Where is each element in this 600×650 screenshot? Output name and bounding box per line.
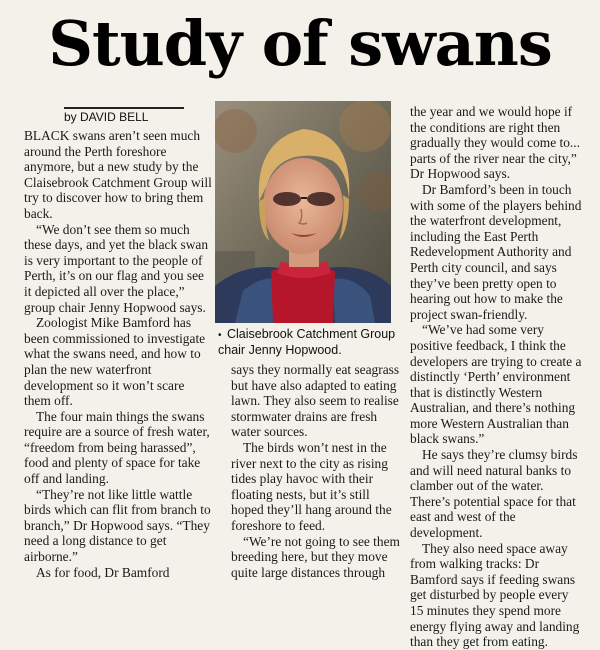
paragraph: “They’re not like little wattle birds which can flit from branch to branch,” Dr Hopwood says. “They need a long distance to get airborne.”: [24, 486, 211, 565]
portrait-illustration: [215, 101, 391, 323]
paragraph: He says they’re clumsy birds and will need natural banks to clamber out of the water. There’s potential space for that east and west of the development.: [410, 447, 578, 541]
paragraph: The birds won’t nest in the river next to the city as rising tides play havoc with their floating nests, but it’s still hoped they’ll hang around the foreshore to feed.: [231, 439, 392, 533]
caption-bullet: •: [218, 330, 222, 341]
caption-text: Claisebrook Catchment Group chair Jenny Hopwood.: [218, 327, 396, 357]
article-column-2: [231, 362, 403, 580]
paragraph: “We’ve had some very positive feedback, I think the developers are trying to create a distinctly ‘Perth’ environment that is distinctly Western Australian, and there’s nothing more Western Australian than black swans.”: [410, 322, 582, 447]
paragraph: the year and we would hope if the conditions are right then gradually they would come to... parts of the river near the city,” Dr Hopwood says.: [410, 104, 580, 182]
article-column-1: [24, 128, 212, 580]
paragraph: BLACK swans aren’t seen much around the Perth foreshore anymore, but a new study by the Claisebrook Catchment Group will try to discover how to bring them back.: [24, 128, 212, 221]
paragraph: “We don’t see them so much these days, and yet the black swan is very important to the people of Perth, it’s on our flag and you see it depicted all over the place,” group chair Jenny Hopwood says.: [24, 221, 209, 315]
paragraph: Zoologist Mike Bamford has been commissioned to investigate what the swans need, and how to plan the new waterfront development so it won’t scare them off.: [24, 315, 206, 409]
paragraph: Dr Bamford’s been in touch with some of the players behind the waterfront development, including the East Perth Redevelopment Authority and Perth city council, and says they’ve been pretty open to hearing out how to make the project swan-friendly.: [410, 181, 582, 322]
byline: by DAVID BELL: [64, 107, 184, 124]
paragraph: says they normally eat seagrass but have also adapted to eating lawn. They also seem to realise stormwater drains are fresh water sources.: [231, 362, 400, 440]
paragraph: They also need space away from walking tracks: Dr Bamford says if feeding swans get disturbed by people every 15 minutes they spend more energy flying away and landing than they get from eating.: [410, 540, 580, 650]
article-column-3: [410, 104, 585, 650]
portrait-photo: [215, 101, 391, 323]
paragraph: “We’re not going to see them breeding here, but they move quite large distances through: [231, 533, 400, 580]
article-headline: Study of swans: [48, 7, 552, 80]
paragraph: As for food, Dr Bamford: [36, 564, 170, 580]
photo-caption: [218, 327, 398, 358]
paragraph: The four main things the swans require are a source of fresh water, “freedom from being harassed”, food and plenty of space for take off and landing.: [24, 408, 210, 487]
